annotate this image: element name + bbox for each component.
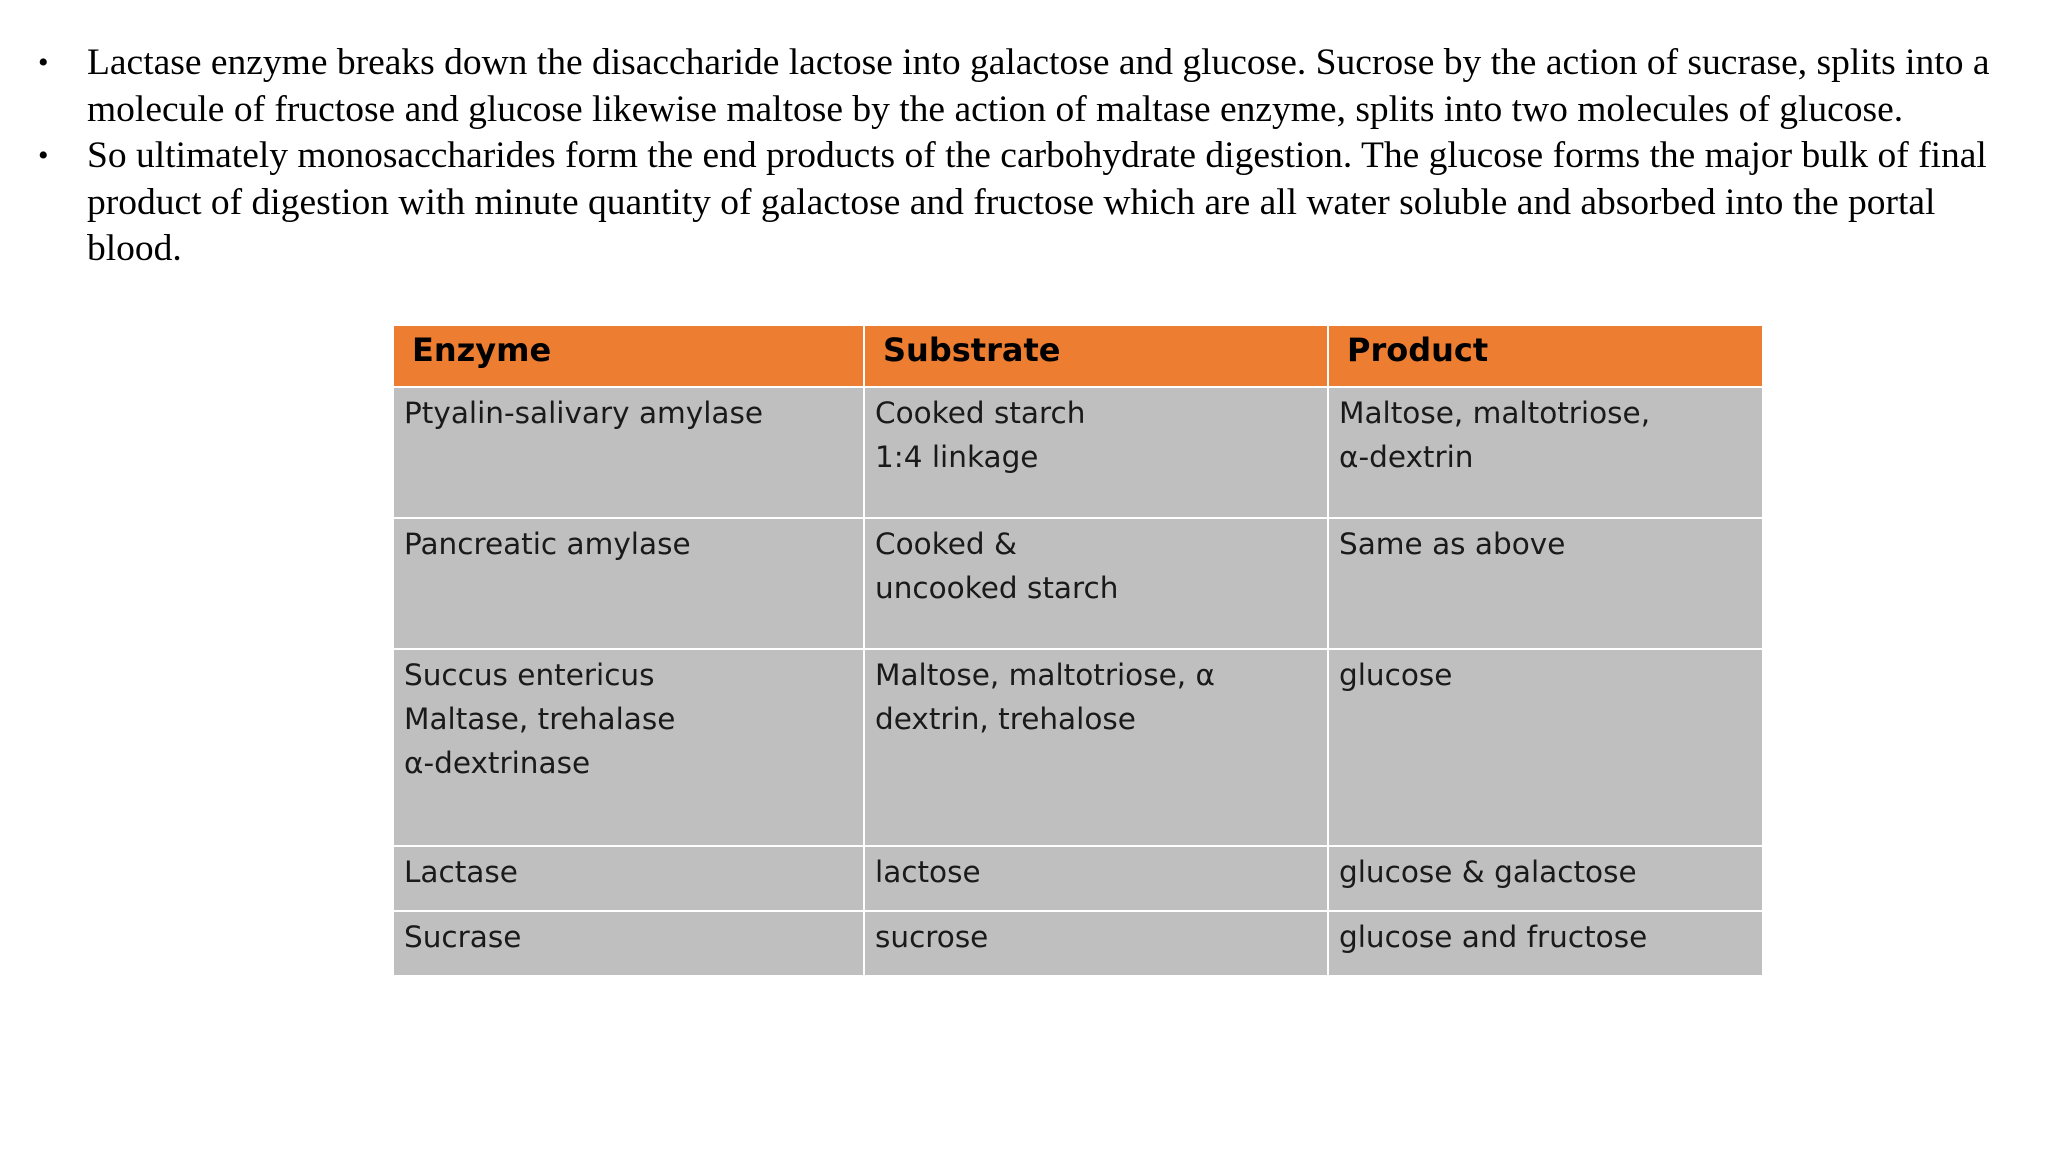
- cell-substrate: [864, 387, 1328, 518]
- cell-text: glucose & galactose: [1339, 855, 1637, 889]
- cell-product: [1328, 518, 1763, 649]
- cell-text: α-dextrin: [1339, 440, 1474, 474]
- cell-enzyme: [393, 649, 864, 846]
- cell-enzyme: [393, 911, 864, 976]
- cell-text: glucose and fructose: [1339, 920, 1648, 954]
- bullet-dot-icon: •: [38, 139, 49, 172]
- table-row: [393, 846, 1763, 911]
- cell-text: sucrose: [875, 920, 989, 954]
- bullet-dot-icon: •: [38, 46, 49, 79]
- cell-text: Pancreatic amylase: [404, 527, 691, 561]
- header-enzyme: Enzyme: [393, 325, 864, 387]
- enzyme-table: [392, 324, 1764, 977]
- cell-enzyme: [393, 518, 864, 649]
- table-header-row: [393, 325, 1763, 387]
- cell-text: Ptyalin-salivary amylase: [404, 396, 764, 430]
- cell-text: 1:4 linkage: [875, 440, 1039, 474]
- bullet-list: [38, 40, 2003, 273]
- cell-text: Lactase: [404, 855, 518, 889]
- cell-text: uncooked starch: [875, 571, 1119, 605]
- cell-substrate: [864, 649, 1328, 846]
- table-row: [393, 387, 1763, 518]
- cell-text: Cooked &: [875, 527, 1017, 561]
- cell-enzyme: [393, 846, 864, 911]
- table-row: [393, 518, 1763, 649]
- bullet-item: [38, 133, 2003, 273]
- cell-text: α: [1195, 658, 1215, 692]
- cell-text: α-dextrinase: [404, 746, 591, 780]
- bullet-text: Lactase enzyme breaks down the disaccharide lactose into galactose and glucose. Sucrose by the action of sucrase, splits into a molecule of fructose and glucose likewise maltose by the action of maltase enzyme, splits into two molecules of glucose.: [87, 42, 1990, 130]
- table-row: [393, 911, 1763, 976]
- cell-text: Maltose, maltotriose,: [1339, 396, 1651, 430]
- cell-product: [1328, 387, 1763, 518]
- cell-product: [1328, 649, 1763, 846]
- cell-text: Cooked starch: [875, 396, 1086, 430]
- bullet-item: [38, 40, 2003, 133]
- cell-text: Sucrase: [404, 920, 522, 954]
- header-product: Product: [1328, 325, 1763, 387]
- cell-product: [1328, 911, 1763, 976]
- cell-text: glucose: [1339, 658, 1453, 692]
- cell-text: Maltose,: [875, 658, 1000, 692]
- cell-substrate: [864, 518, 1328, 649]
- table-row: [393, 649, 1763, 846]
- bullet-text: So ultimately monosaccharides form the end products of the carbohydrate digestion. The glucose forms the major bulk of final product of digestion with minute quantity of galactose and fructose which are all water soluble and absorbed into the portal blood.: [87, 135, 1987, 269]
- cell-justified-line: [875, 653, 1317, 697]
- cell-text: maltotriose,: [1008, 658, 1187, 692]
- cell-text: lactose: [875, 855, 981, 889]
- cell-text: Same as above: [1339, 527, 1566, 561]
- cell-text: dextrin, trehalose: [875, 702, 1136, 736]
- cell-product: [1328, 846, 1763, 911]
- cell-text: Maltase, trehalase: [404, 702, 676, 736]
- cell-substrate: [864, 846, 1328, 911]
- cell-text: Succus entericus: [404, 658, 655, 692]
- cell-substrate: [864, 911, 1328, 976]
- header-substrate: Substrate: [864, 325, 1328, 387]
- cell-enzyme: [393, 387, 864, 518]
